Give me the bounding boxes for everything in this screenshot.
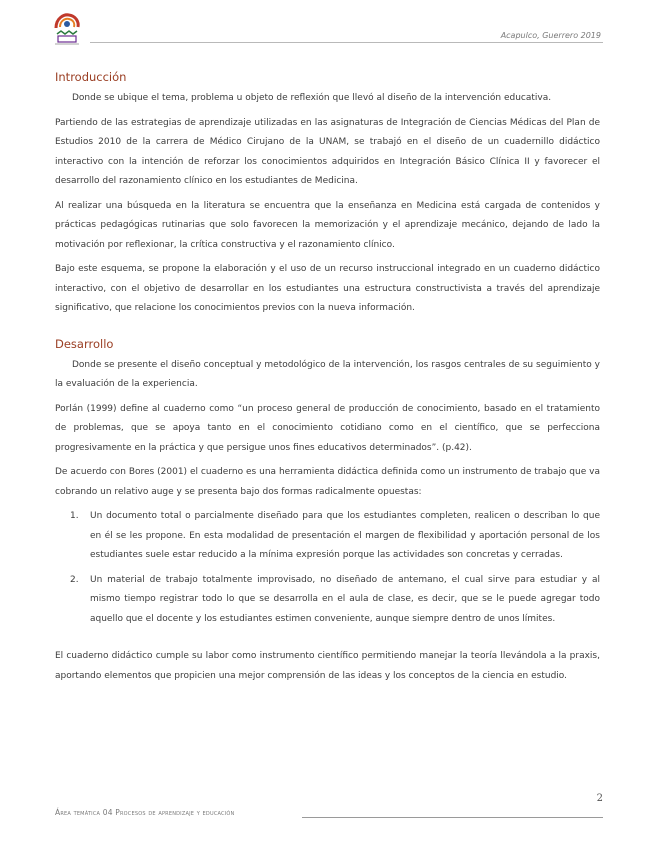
list-item — [55, 507, 600, 566]
paragraph: El cuaderno didáctico cumple su labor como instrumento científico permitiendo manejar la teoría llevándola a la praxis, aportando elementos que propicien una mejor comprensión de las ideas y los conceptos de la ciencia en estudio. — [55, 651, 600, 681]
list-item-text: Un documento total o parcialmente diseñado para que los estudiantes completen, realicen o describan lo que en él se les propone. En esta modalidad de presentación el margen de flexibilidad y aportación personal de los estudiantes suele estar reducido a la mínima expresión porque las actividades son concretas y cerradas. — [90, 511, 600, 560]
list-number: 2. — [70, 574, 79, 585]
page-number: 2 — [596, 793, 603, 804]
paragraph: Partiendo de las estrategias de aprendizaje utilizadas en las asignaturas de Integración de Ciencias Médicas del Plan de Estudios 2010 de la carrera de Médico Cirujano de la UNAM, se trabajó en el diseño de un cuadernillo didáctico interactivo con la intención de reforzar los conocimientos adquiridos en Integración Básico Clínica II y favorecer el desarrollo del razonamiento clínico en los estudiantes de Medicina. — [55, 117, 600, 186]
list-number: 1. — [70, 511, 79, 521]
paragraph: Al realizar una búsqueda en la literatura se encuentra que la enseñanza en Medicina está cargada de contenidos y prácticas pedagógicas rutinarias que solo favorecen la memorización y el aprendizaje mecánico, dejando de lado la motivación por reflexionar, la crítica constructiva y el razonamiento clínico. — [55, 200, 600, 250]
paragraph: Bajo este esquema, se propone la elaboración y el uso de un recurso instruccional integrado en un cuaderno didáctico interactivo, con el objetivo de desarrollar en los estudiantes una estructura constructivista a través del aprendizaje significativo, que relacione los conocimientos previos con la nueva información. — [55, 264, 600, 313]
paragraph: De acuerdo con Bores (2001) el cuaderno es una herramienta didáctica definida como un instrumento de trabajo que va cobrando un relativo auge y se presenta bajo dos formas radicalmente opuestas: — [55, 467, 600, 497]
paragraph: Donde se ubique el tema, problema u objeto de reflexión que llevó al diseño de la intervención educativa. — [72, 93, 552, 103]
paragraph: Porlán (1999) define al cuaderno como “un proceso general de producción de conocimiento, basado en el tratamiento de problemas, que se apoya tanto en el conocimiento cotidiano como en el científico, que se perfecciona progresivamente en la práctica y que persigue unos fines educativos determinados”. (p.42). — [55, 403, 600, 453]
footer-divider — [302, 817, 603, 818]
footer-area: Área temática 04 Procesos de aprendizaje y educación — [55, 808, 235, 817]
list-item — [55, 571, 600, 630]
section-heading-desarrollo: Desarrollo — [55, 336, 114, 351]
header-location: Acapulco, Guerrero 2019 — [500, 31, 601, 40]
paragraph: Donde se presente el diseño conceptual y metodológico de la intervención, los rasgos centrales de su seguimiento y la evaluación de la experiencia. — [55, 359, 600, 389]
numbered-list — [55, 507, 600, 629]
section-heading-introduccion: Introducción — [55, 70, 127, 84]
header-divider — [90, 42, 603, 43]
conference-logo — [52, 12, 82, 46]
document-body — [55, 70, 600, 686]
list-item-text: Un material de trabajo totalmente improvisado, no diseñado de antemano, el cual sirve para estudiar y al mismo tiempo registrar todo lo que se desarrolla en el aula de clase, es decir, que se le puede agregar todo aquello que el docente y los estudiantes estimen conveniente, aunque siempre dentro de unos límites. — [90, 574, 600, 624]
